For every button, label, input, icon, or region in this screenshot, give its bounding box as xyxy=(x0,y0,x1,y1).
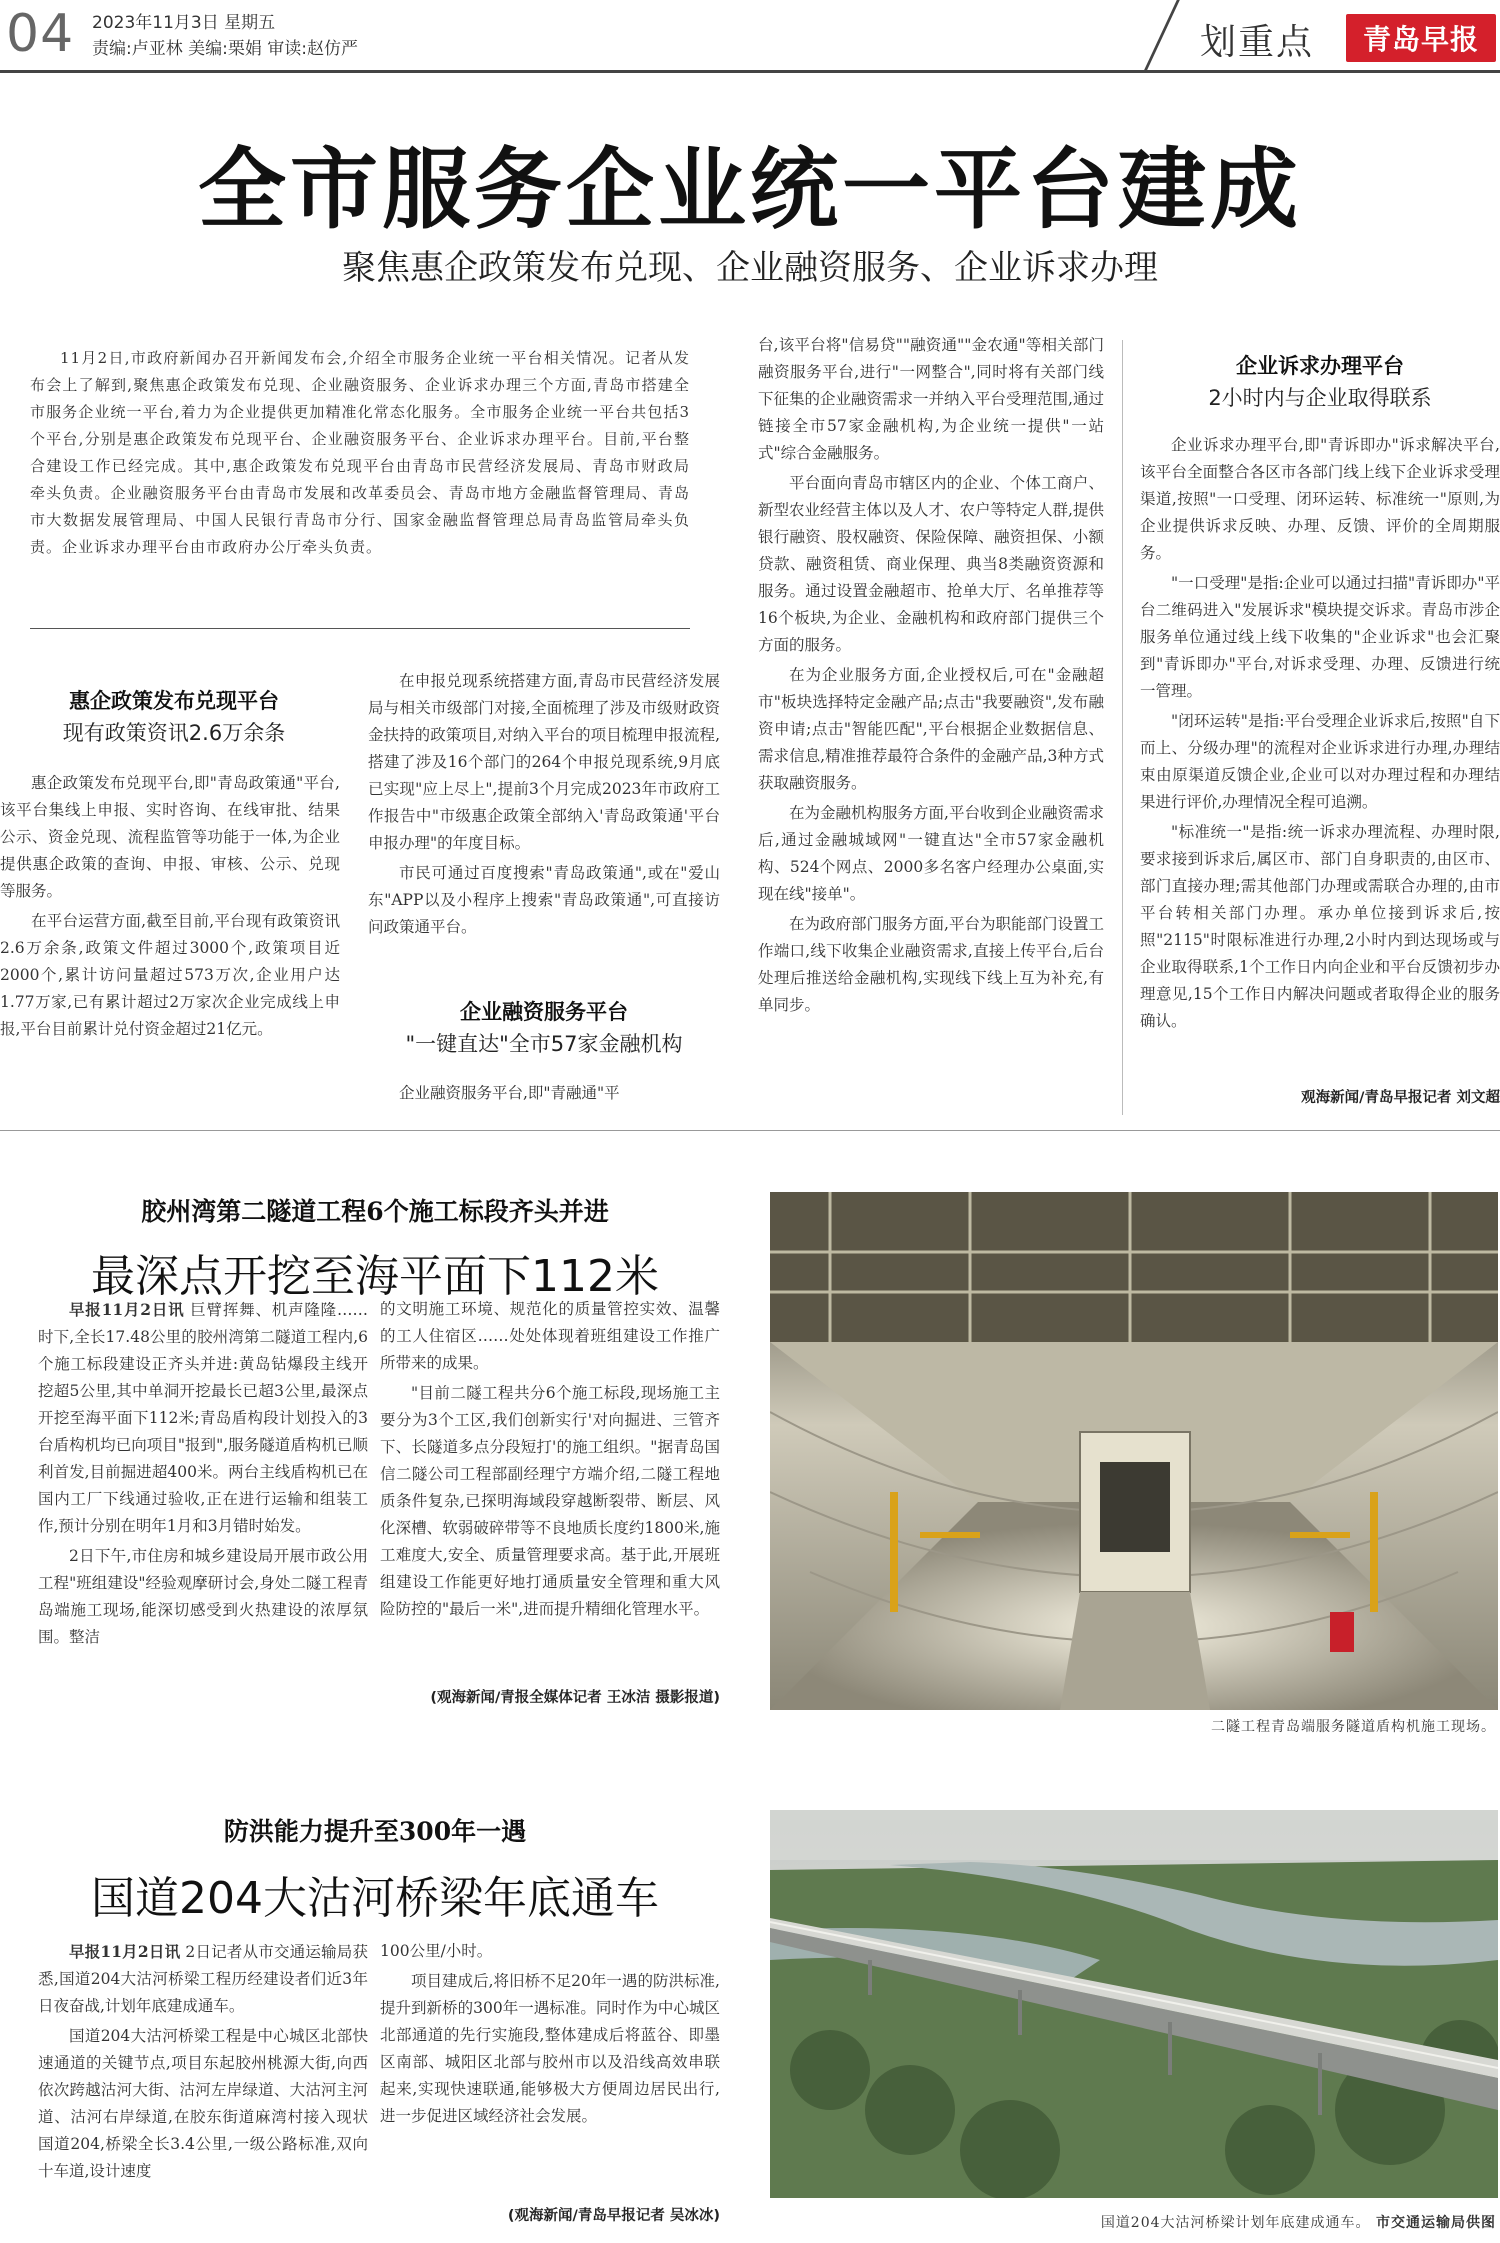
paragraph: 2日下午,市住房和城乡建设局开展市政公用工程"班组建设"经验观摩研讨会,身处二隧工程青岛端施工现场,能深切感受到火热建设的浓厚氛围。整洁 xyxy=(38,1547,368,1646)
lead-intro: 11月2日,市政府新闻办召开新闻发布会,介绍全市服务企业统一平台相关情况。记者从发布会上了解到,聚焦惠企政策发布兑现、企业融资服务、企业诉求办理三个方面,青岛市搭建全市服务企业统一平台,着力为企业提供更加精准化常态化服务。全市服务企业统一平台共包括3个平台,分别是惠企政策发布兑现平台、企业融资服务平台、企业诉求办理平台。目前,平台整合建设工作已经完成。其中,惠企政策发布兑现平台由青岛市民营经济发展局、青岛市财政局牵头负责。企业融资服务平台由青岛市发展和改革委员会、青岛市地方金融监督管理局、青岛市大数据发展管理局、中国人民银行青岛市分行、国家金融监督管理总局青岛监管局牵头负责。企业诉求办理平台由市政府办公厅牵头负责。 xyxy=(30,349,690,556)
paragraph: 企业融资服务平台,即"青融通"平 xyxy=(399,1084,620,1102)
paragraph xyxy=(38,1296,368,1540)
intro-divider xyxy=(30,628,690,629)
lead-subheadline: 聚焦惠企政策发布兑现、企业融资服务、企业诉求办理 xyxy=(342,248,1158,288)
paragraph-text: 巨臂挥舞、机声隆隆……时下,全长17.48公里的胶州湾第二隧道工程内,6个施工标段建设正齐头并进:黄岛钻爆段主线开挖超5公里,其中单洞开挖最长已超3公里,最深点开挖至海平面下112米;青岛盾构段计划投入的3台盾构机均已向项目"报到",服务隧道盾构机已顺利首发,目前掘进超400米。两台主线盾构机已在国内工厂下线通过验收,正在进行运输和组装工作,预计分别在明年1月和3月错时始发。 xyxy=(38,1301,368,1535)
finance-subheading: "一键直达"全市57家金融机构 xyxy=(405,1032,683,1056)
paragraph: "目前二隧工程共分6个施工标段,现场施工主要分为3个工区,我们创新实行'对向掘进、三管齐下、长隧道多点分段短打'的施工组织。"据青岛国信二隧公司工程部副经理宁方端介绍,二隧工程地质条件复杂,已探明海域段穿越断裂带、断层、风化深槽、软弱破碎带等不良地质长度约1800米,施工难度大,安全、质量管理要求高。基于此,开展班组建设工作能更好地打通质量安全管理和重大风险防控的"最后一米",进而提升精细化管理水平。 xyxy=(380,1384,720,1618)
masthead-rule xyxy=(0,70,1500,73)
paragraph: "标准统一"是指:统一诉求办理流程、办理时限,要求接到诉求后,属区市、部门自身职责的,由区市、部门直接办理;需其他部门办理或需联合办理的,由市平台转相关部门办理。承办单位接到诉求后,按照"2115"时限标准进行办理,2小时内到达现场或与企业取得联系,1个工作日内向企业和平台反馈初步办理意见,15个工作日内解决问题或者取得企业的服务确认。 xyxy=(1140,823,1500,1030)
newspaper-logo: 青岛早报 xyxy=(1346,14,1496,62)
paragraph: 惠企政策发布兑现平台,即"青岛政策通"平台,该平台集线上申报、实时咨询、在线审批、结果公示、资金兑现、流程监管等功能于一体,为企业提供惠企政策的查询、申报、审核、公示、兑现等服务。 xyxy=(0,774,340,900)
policy-subheading: 现有政策资讯2.6万余条 xyxy=(62,721,286,745)
policy-body xyxy=(0,770,340,1110)
finance-body xyxy=(368,1080,720,1110)
dateline: 早报11月2日讯 xyxy=(69,1300,185,1319)
page-number: 04 xyxy=(6,4,75,64)
policy-heading: 惠企政策发布兑现平台 xyxy=(69,689,279,713)
paragraph: "一口受理"是指:企业可以通过扫描"青诉即办"平台二维码进入"发展诉求"模块提交诉求。青岛市涉企服务单位通过线上线下收集的"企业诉求"也会汇聚到"青诉即办"平台,对诉求受理、办理、反馈进行统一管理。 xyxy=(1140,574,1500,700)
paragraph: 在为政府部门服务方面,平台为职能部门设置工作端口,线下收集企业融资需求,直接上传平台,后台处理后推送给金融机构,实现线下线上互为补充,有单同步。 xyxy=(758,915,1104,1014)
appeal-heading: 企业诉求办理平台 xyxy=(1236,354,1404,378)
dateline: 早报11月2日讯 xyxy=(69,1942,181,1961)
bridge-photo-caption xyxy=(770,2212,1496,2232)
finance-section-heading xyxy=(368,996,720,1060)
tunnel-photo xyxy=(770,1192,1498,1710)
bridge-body xyxy=(38,1938,368,2238)
paragraph: 台,该平台将"信易贷""融资通""金农通"等相关部门融资服务平台,进行"一网整合",同时将有关部门线下征集的企业融资需求一并纳入平台受理范围,通过链接全市57家金融机构,为企业统一提供"一站式"综合金融服务。 xyxy=(758,336,1104,462)
paragraph: 平台面向青岛市辖区内的企业、个体工商户、新型农业经营主体以及人才、农户等特定人群,提供银行融资、股权融资、保险保障、融资担保、小额贷款、融资租赁、商业保理、典当8类融资资源和服务。通过设置金融超市、抢单大厅、名单推荐等16个板块,为企业、金融机构和政府部门提供三个方面的服务。 xyxy=(758,474,1104,654)
lead-headline: 全市服务企业统一平台建成 xyxy=(197,138,1302,241)
bridge-body-continued xyxy=(380,1938,720,2200)
paragraph: 企业诉求办理平台,即"青诉即办"诉求解决平台,该平台全面整合各区市各部门线上线下企业诉求受理渠道,按照"一口受理、闭环运转、标准统一"原则,为企业提供诉求反映、办理、反馈、评价的全周期服务。 xyxy=(1140,436,1500,562)
section-divider xyxy=(0,1130,1500,1131)
photo-credit: 市交通运输局供图 xyxy=(1376,2215,1496,2231)
paragraph: 100公里/小时。 xyxy=(380,1942,493,1960)
paragraph: 在为企业服务方面,企业授权后,可在"金融超市"板块选择特定金融产品;点击"我要融资",发布融资申请;点击"智能匹配",平台根据企业数据信息、需求信息,精准推荐最符合条件的金融产品,3种方式获取融资服务。 xyxy=(758,666,1104,792)
section-label: 划重点 xyxy=(1200,22,1315,63)
paragraph: 在为金融机构服务方面,平台收到企业融资需求后,通过金融城域网"一键直达"全市57家金融机构、524个网点、2000多名客户经理办公桌面,实现在线"接单"。 xyxy=(758,804,1104,903)
caption-text: 国道204大沽河桥梁计划年底建成通车。 xyxy=(1100,2215,1371,2231)
finance-heading: 企业融资服务平台 xyxy=(460,1000,628,1024)
paragraph: 的文明施工环境、规范化的质量管控实效、温馨的工人住宿区……处处体现着班组建设工作推广所带来的成果。 xyxy=(380,1300,720,1372)
bridge-headline: 国道204大沽河桥梁年底通车 xyxy=(91,1873,659,1924)
tunnel-kicker-headline: 胶州湾第二隧道工程6个施工标段齐头并进 xyxy=(141,1197,609,1226)
tunnel-headline: 最深点开挖至海平面下112米 xyxy=(91,1251,659,1302)
appeal-subheading: 2小时内与企业取得联系 xyxy=(1208,386,1432,410)
paragraph: 市民可通过百度搜索"青岛政策通",或在"爱山东"APP以及小程序上搜索"青岛政策通",可直接访问政策通平台。 xyxy=(368,864,720,936)
paragraph: 国道204大沽河桥梁工程是中心城区北部快速通道的关键节点,项目东起胶州桃源大街,向西依次跨越沽河大街、沽河左岸绿道、大沽河主河道、沽河右岸绿道,在胶东街道麻湾村接入现状国道204,桥梁全长3.4公里,一级公路标准,双向十车道,设计速度 xyxy=(38,2027,368,2180)
appeal-section-heading xyxy=(1140,350,1500,414)
policy-body-continued xyxy=(368,668,720,978)
editor-credits: 责编:卢亚林 美编:栗娟 审读:赵仿严 xyxy=(92,39,358,59)
column-rule xyxy=(1122,340,1123,1115)
paragraph xyxy=(38,1938,368,2020)
paragraph-text: 2日记者从市交通运输局获悉,国道204大沽河桥梁工程历经建设者们近3年日夜奋战,计划年底建成通车。 xyxy=(38,1943,368,2015)
paragraph: 在申报兑现系统搭建方面,青岛市民营经济发展局与相关市级部门对接,全面梳理了涉及市级财政资金扶持的政策项目,对纳入平台的项目梳理申报流程,搭建了涉及16个部门的264个申报兑现系统,9月底已实现"应上尽上",提前3个月完成2023年市政府工作报告中"市级惠企政策全部纳入'青岛政策通'平台申报办理"的年度目标。 xyxy=(368,672,720,852)
tunnel-photo-caption: 二隧工程青岛端服务隧道盾构机施工现场。 xyxy=(1211,1719,1496,1735)
paragraph: 项目建成后,将旧桥不足20年一遇的防洪标准,提升到新桥的300年一遇标准。同时作为中心城区北部通道的先行实施段,整体建成后将蓝谷、即墨区南部、城阳区北部与胶州市以及沿线高效串联起来,实现快速联通,能够极大方便周边居民出行,进一步促进区域经济社会发展。 xyxy=(380,1972,720,2125)
policy-section-heading xyxy=(0,685,348,749)
bridge-photo xyxy=(770,1810,1498,2198)
tunnel-body-continued xyxy=(380,1296,720,1676)
paragraph: 在平台运营方面,截至目前,平台现有政策资讯2.6万余条,政策文件超过3000个,政策项目近2000个,累计访问量超过573万次,企业用户达1.77万家,已有累计超过2万家次企业完成线上申报,平台目前累计兑付资金超过21亿元。 xyxy=(0,912,340,1038)
bridge-kicker-headline: 防洪能力提升至300年一遇 xyxy=(223,1817,527,1846)
tunnel-byline: (观海新闻/青报全媒体记者 王冰洁 摄影报道) xyxy=(430,1690,720,1706)
bridge-byline: (观海新闻/青岛早报记者 吴冰冰) xyxy=(507,2208,720,2224)
finance-body-continued xyxy=(758,332,1104,1114)
appeal-body xyxy=(1140,432,1500,1082)
paragraph: "闭环运转"是指:平台受理企业诉求后,按照"自下而上、分级办理"的流程对企业诉求进行办理,办理结束由原渠道反馈企业,企业可以对办理过程和办理结果进行评价,办理情况全程可追溯。 xyxy=(1140,712,1500,811)
appeal-byline: 观海新闻/青岛早报记者 刘文超 xyxy=(1301,1090,1500,1106)
tunnel-body xyxy=(38,1296,368,1726)
issue-date: 2023年11月3日 星期五 xyxy=(92,13,276,33)
